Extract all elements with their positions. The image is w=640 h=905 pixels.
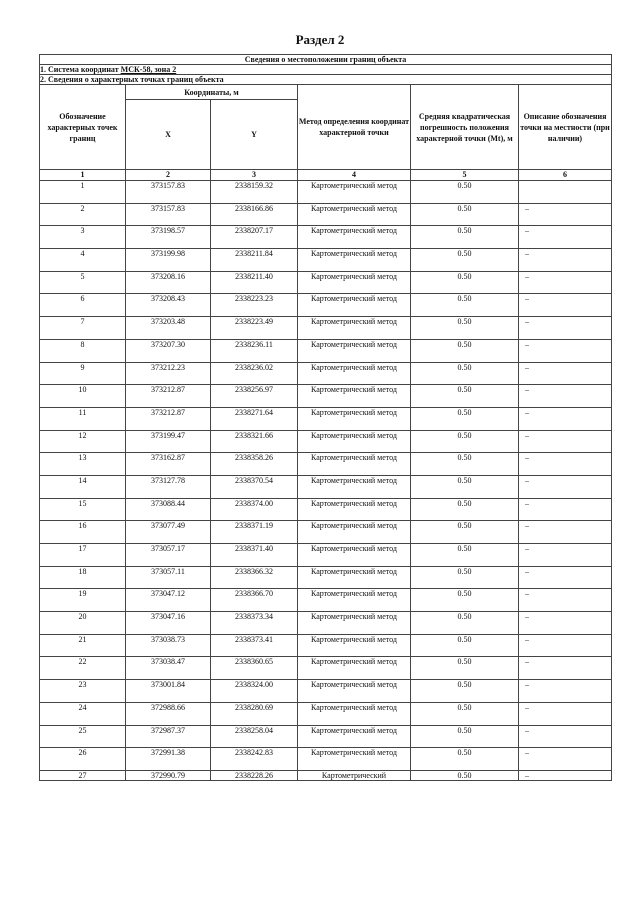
point-number-cell: 5 [40,271,126,294]
x-coord-cell: 373207.30 [126,339,211,362]
y-coord-cell: 2338223.49 [211,317,298,340]
error-cell: 0.50 [411,589,519,612]
y-coord-cell: 2338223.23 [211,294,298,317]
point-number-cell: 8 [40,339,126,362]
error-cell: 0.50 [411,430,519,453]
description-cell: – [519,203,612,226]
method-cell: Картометрический метод [298,589,411,612]
method-cell: Картометрический метод [298,634,411,657]
error-cell: 0.50 [411,475,519,498]
table-row [40,657,612,680]
point-number-cell: 2 [40,203,126,226]
x-coord-cell: 373199.47 [126,430,211,453]
col-error-header [411,85,519,170]
point-number-cell: 9 [40,362,126,385]
x-coord-cell: 373157.83 [126,203,211,226]
method-cell: Картометрический метод [298,430,411,453]
description-cell: – [519,680,612,703]
description-cell: – [519,226,612,249]
x-coord-cell: 373127.78 [126,475,211,498]
y-coord-cell: 2338374.00 [211,498,298,521]
x-coord-cell: 373077.49 [126,521,211,544]
col-number: 4 [298,170,411,181]
point-number-cell: 7 [40,317,126,340]
method-cell: Картометрический метод [298,339,411,362]
y-coord-cell: 2338228.26 [211,770,298,780]
x-coord-cell: 373088.44 [126,498,211,521]
y-coord-cell: 2338373.34 [211,612,298,635]
table-row [40,271,612,294]
point-number-cell: 3 [40,226,126,249]
col-error-text: Средняя квадратическая погрешность положения характерной точки (Mt), м [416,111,513,143]
y-coord-cell: 2338324.00 [211,680,298,703]
point-number-cell: 10 [40,385,126,408]
point-number-cell: 12 [40,430,126,453]
y-coord-cell: 2338236.02 [211,362,298,385]
table-row [40,566,612,589]
point-number-cell: 23 [40,680,126,703]
table-row [40,521,612,544]
x-coord-cell: 373057.11 [126,566,211,589]
x-coord-cell: 372990.79 [126,770,211,780]
y-coord-cell: 2338242.83 [211,748,298,771]
error-cell: 0.50 [411,181,519,204]
table-row [40,770,612,780]
point-number-cell: 19 [40,589,126,612]
y-coord-cell: 2338371.19 [211,521,298,544]
y-coord-cell: 2338373.41 [211,634,298,657]
x-coord-cell: 372987.37 [126,725,211,748]
description-cell: – [519,271,612,294]
table-row [40,475,612,498]
col-number: 5 [411,170,519,181]
y-coord-cell: 2338211.40 [211,271,298,294]
method-cell: Картометрический метод [298,226,411,249]
error-cell: 0.50 [411,339,519,362]
description-cell: – [519,634,612,657]
point-number-cell: 20 [40,612,126,635]
point-number-cell: 26 [40,748,126,771]
method-cell: Картометрический метод [298,271,411,294]
table-row [40,385,612,408]
col-number: 3 [211,170,298,181]
x-coord-cell: 373001.84 [126,680,211,703]
method-cell: Картометрический метод [298,680,411,703]
y-coord-cell: 2338280.69 [211,702,298,725]
x-coord-cell: 373038.73 [126,634,211,657]
table-row [40,544,612,567]
x-coord-cell: 372988.66 [126,702,211,725]
coord-system-row [40,65,612,75]
point-number-cell: 13 [40,453,126,476]
method-cell: Картометрический метод [298,544,411,567]
method-cell: Картометрический метод [298,249,411,272]
error-cell: 0.50 [411,294,519,317]
boundary-table [39,54,612,781]
y-coord-cell: 2338211.84 [211,249,298,272]
point-number-cell: 17 [40,544,126,567]
error-cell: 0.50 [411,271,519,294]
error-cell: 0.50 [411,544,519,567]
point-number-cell: 18 [40,566,126,589]
error-cell: 0.50 [411,748,519,771]
description-cell: – [519,498,612,521]
table-row [40,589,612,612]
table-row [40,362,612,385]
y-coord-cell: 2338159.32 [211,181,298,204]
error-cell: 0.50 [411,612,519,635]
method-cell: Картометрический метод [298,521,411,544]
error-cell: 0.50 [411,249,519,272]
x-coord-cell: 373047.16 [126,612,211,635]
error-cell: 0.50 [411,702,519,725]
error-cell: 0.50 [411,725,519,748]
x-coord-cell: 373212.87 [126,385,211,408]
description-cell: – [519,589,612,612]
table-row [40,680,612,703]
col-description-header: Описание обозначения точки на местности (при наличии) [519,85,612,170]
error-cell: 0.50 [411,680,519,703]
description-cell: – [519,612,612,635]
error-cell: 0.50 [411,407,519,430]
y-coord-cell: 2338370.54 [211,475,298,498]
table-row [40,407,612,430]
table-row [40,294,612,317]
description-cell: – [519,294,612,317]
x-coord-cell: 373208.16 [126,271,211,294]
description-cell: – [519,748,612,771]
error-cell: 0.50 [411,317,519,340]
description-cell: – [519,249,612,272]
section-heading: Сведения о местоположении границ объекта [40,55,612,65]
method-cell: Картометрический метод [298,203,411,226]
method-cell: Картометрический метод [298,453,411,476]
method-cell: Картометрический метод [298,566,411,589]
table-row [40,249,612,272]
point-number-cell: 25 [40,725,126,748]
error-cell: 0.50 [411,203,519,226]
table-row [40,317,612,340]
error-cell: 0.50 [411,226,519,249]
description-cell: – [519,702,612,725]
method-cell: Картометрический метод [298,407,411,430]
x-coord-cell: 373057.17 [126,544,211,567]
y-coord-cell: 2338258.04 [211,725,298,748]
error-cell: 0.50 [411,385,519,408]
method-cell: Картометрический [298,770,411,780]
table-row [40,181,612,204]
description-cell: – [519,317,612,340]
error-cell: 0.50 [411,498,519,521]
x-coord-cell: 373212.23 [126,362,211,385]
table-row [40,339,612,362]
y-coord-cell: 2338207.17 [211,226,298,249]
y-coord-cell: 2338366.70 [211,589,298,612]
description-cell: – [519,725,612,748]
table-row [40,702,612,725]
method-cell: Картометрический метод [298,362,411,385]
point-number-cell: 4 [40,249,126,272]
method-cell: Картометрический метод [298,181,411,204]
error-cell: 0.50 [411,453,519,476]
method-cell: Картометрический метод [298,657,411,680]
table-row [40,203,612,226]
table-row [40,498,612,521]
table-row [40,430,612,453]
description-cell: – [519,544,612,567]
table-row [40,748,612,771]
point-number-cell: 6 [40,294,126,317]
x-coord-cell: 373199.98 [126,249,211,272]
y-coord-cell: 2338358.26 [211,453,298,476]
coord-system-value: МСК-58, зона 2 [120,65,177,74]
point-number-cell: 15 [40,498,126,521]
point-number-cell: 11 [40,407,126,430]
y-coord-cell: 2338366.32 [211,566,298,589]
table-row [40,226,612,249]
y-coord-cell: 2338166.86 [211,203,298,226]
point-number-cell: 21 [40,634,126,657]
method-cell: Картометрический метод [298,612,411,635]
method-cell: Картометрический метод [298,725,411,748]
table-row [40,725,612,748]
description-cell: – [519,385,612,408]
method-cell: Картометрический метод [298,475,411,498]
y-coord-cell: 2338236.11 [211,339,298,362]
description-cell: – [519,407,612,430]
description-cell: – [519,339,612,362]
description-cell: – [519,453,612,476]
page-title: Раздел 2 [295,32,345,47]
description-cell: – [519,770,612,780]
x-coord-cell: 373162.87 [126,453,211,476]
table-row [40,453,612,476]
error-cell: 0.50 [411,770,519,780]
coord-system-label: 1. Система координат [40,65,119,74]
x-coord-cell: 373157.83 [126,181,211,204]
x-coord-cell: 373203.48 [126,317,211,340]
description-cell: – [519,430,612,453]
col-coords-header: Координаты, м [126,85,298,100]
description-cell: – [519,521,612,544]
x-coord-cell: 373198.57 [126,226,211,249]
error-cell: 0.50 [411,657,519,680]
y-coord-cell: 2338271.64 [211,407,298,430]
table-row [40,612,612,635]
error-cell: 0.50 [411,634,519,657]
method-cell: Картометрический метод [298,385,411,408]
description-cell: – [519,566,612,589]
col-x-header: X [126,100,211,170]
point-number-cell: 16 [40,521,126,544]
table-row [40,634,612,657]
method-cell: Картометрический метод [298,294,411,317]
x-coord-cell: 373038.47 [126,657,211,680]
method-cell: Картометрический метод [298,317,411,340]
x-coord-cell: 372991.38 [126,748,211,771]
point-number-cell: 1 [40,181,126,204]
error-cell: 0.50 [411,362,519,385]
x-coord-cell: 373047.12 [126,589,211,612]
point-number-cell: 14 [40,475,126,498]
description-cell: – [519,362,612,385]
description-cell: – [519,657,612,680]
point-number-cell: 27 [40,770,126,780]
col-designation-header: Обозначение характерных точек границ [40,85,126,170]
col-y-header: Y [211,100,298,170]
col-number: 6 [519,170,612,181]
y-coord-cell: 2338360.65 [211,657,298,680]
method-cell: Картометрический метод [298,702,411,725]
point-number-cell: 24 [40,702,126,725]
description-cell: – [519,475,612,498]
col-number: 1 [40,170,126,181]
description-cell [519,181,612,204]
error-cell: 0.50 [411,566,519,589]
method-cell: Картометрический метод [298,748,411,771]
error-cell: 0.50 [411,521,519,544]
col-method-header: Метод определения координат характерной точки [298,85,411,170]
y-coord-cell: 2338321.66 [211,430,298,453]
col-number: 2 [126,170,211,181]
y-coord-cell: 2338256.97 [211,385,298,408]
y-coord-cell: 2338371.40 [211,544,298,567]
points-heading: 2. Сведения о характерных точках границ объекта [40,75,612,85]
x-coord-cell: 373208.43 [126,294,211,317]
point-number-cell: 22 [40,657,126,680]
x-coord-cell: 373212.87 [126,407,211,430]
method-cell: Картометрический метод [298,498,411,521]
